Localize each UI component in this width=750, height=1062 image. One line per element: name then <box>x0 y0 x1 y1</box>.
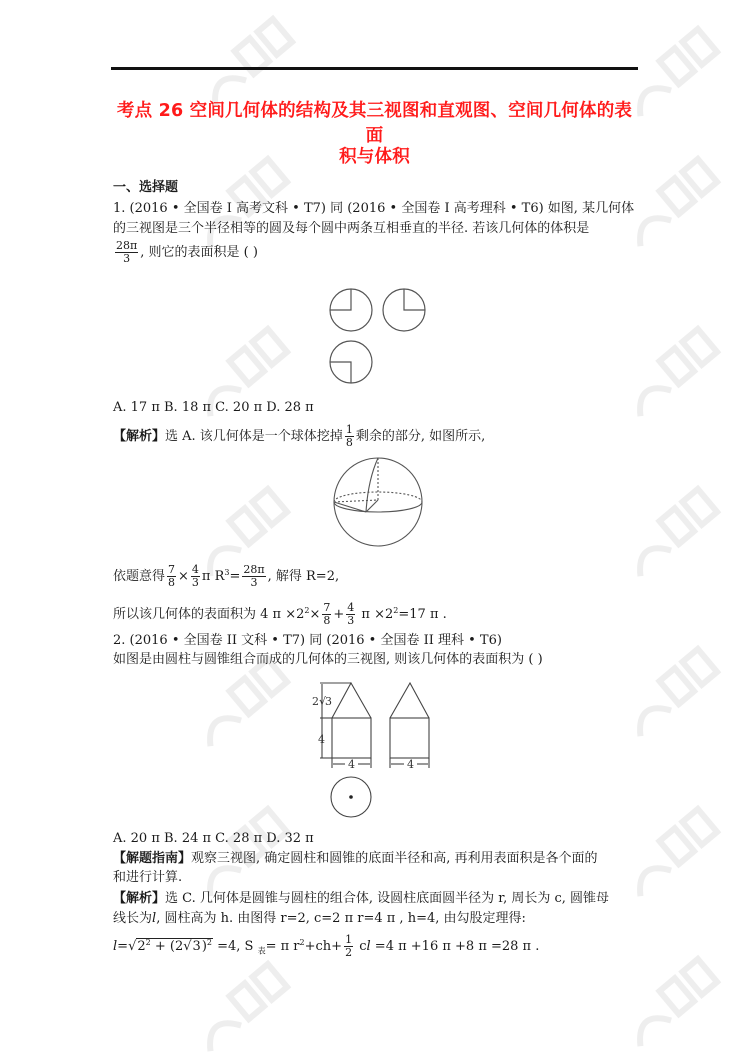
problem2-line1: 2. (2016 • 全国卷 II 文科 • T7) 同 (2016 • 全国卷 II 理科 • T6) <box>113 633 502 648</box>
problem2-formula: $l=√2^2 + (2√3)^2 =4$, S $_表$= π $r^2+ch+$ $\frac{1}{2}$ cl =4 π +16 π +8 π =28 π . <box>113 933 540 959</box>
problem1-line1: 1. (2016 • 全国卷 I 高考文科 • T7) 同 (2016 • 全国卷 I 高考理科 • T6) 如图, 某几何体 <box>113 201 635 216</box>
watermark-icon <box>600 640 750 740</box>
watermark-icon <box>170 955 330 1055</box>
problem1-line3: $\frac{28\pi}{3}$ , 则它的表面积是 ( ) <box>116 239 258 265</box>
problem1-line2: 的三视图是三个半径相等的圆及每个圆中两条互相垂直的半径. 若该几何体的体积是 <box>113 221 590 236</box>
sphere-figure <box>330 455 430 550</box>
three-view-circles-figure <box>320 285 440 385</box>
header-rule <box>111 67 638 70</box>
watermark-icon <box>600 950 750 1050</box>
svg-text:4: 4 <box>348 758 355 771</box>
watermark-icon <box>600 480 750 580</box>
problem2-analysis-line2: 线长为l, 圆柱高为 h. 由图得 r=2, c=2 π r=4 π , h=4, 由勾股定理得: <box>113 911 526 926</box>
problem2-options: A. 20 π B. 24 π C. 28 π D. 32 π <box>113 831 314 846</box>
watermark-icon <box>600 320 750 420</box>
problem1-options: A. 17 π B. 18 π C. 20 π D. 28 π <box>113 400 314 415</box>
problem2-line2: 如图是由圆柱与圆锥组合而成的几何体的三视图, 则该几何体的表面积为 ( ) <box>113 652 543 667</box>
problem2-analysis-line1: 【解析】选 C. 几何体是圆锥与圆柱的组合体, 设圆柱底面圆半径为 r, 周长为 c, 圆锥母 <box>113 891 610 906</box>
svg-text:2: 2 <box>312 695 319 708</box>
problem1-analysis: 【解析】选 A. 该几何体是一个球体挖掉 $\frac{1}{8}$ 剩余的部分, 如图所示, <box>113 423 486 449</box>
svg-text:4: 4 <box>407 758 414 771</box>
svg-text:4: 4 <box>318 733 325 746</box>
section-heading: 一、选择题 <box>113 180 179 195</box>
volume-fraction: $\frac{28\pi}{3}$ <box>116 239 138 265</box>
cylinder-cone-three-view-figure <box>300 680 450 825</box>
problem2-guide-line2: 和进行计算. <box>113 870 183 885</box>
watermark-icon <box>600 800 750 900</box>
problem2-guide-line1: 【解题指南】观察三视图, 确定圆柱和圆锥的底面半径和高, 再利用表面积是各个面的 <box>113 851 598 866</box>
page-title-line1: 考点 26 空间几何体的结构及其三视图和直观图、空间几何体的表面 <box>116 101 633 146</box>
page-title-line2: 积与体积 <box>339 147 410 167</box>
problem1-step2: 所以该几何体的表面积为 4 $\pi \times 2^2\times$ $\frac{7}{8}$ + $\frac{4}{3}$ $\pi \times 2^2=17$ π . <box>113 601 447 627</box>
problem1-step1: 依题意得 $\frac{7}{8}$ × $\frac{4}{3}$ π $R^3=$ $\frac{28\pi}{3}$ , 解得 R=2, <box>113 563 340 589</box>
watermark-icon <box>175 10 335 110</box>
svg-text:3: 3 <box>325 695 332 708</box>
svg-text:√: √ <box>319 695 327 708</box>
